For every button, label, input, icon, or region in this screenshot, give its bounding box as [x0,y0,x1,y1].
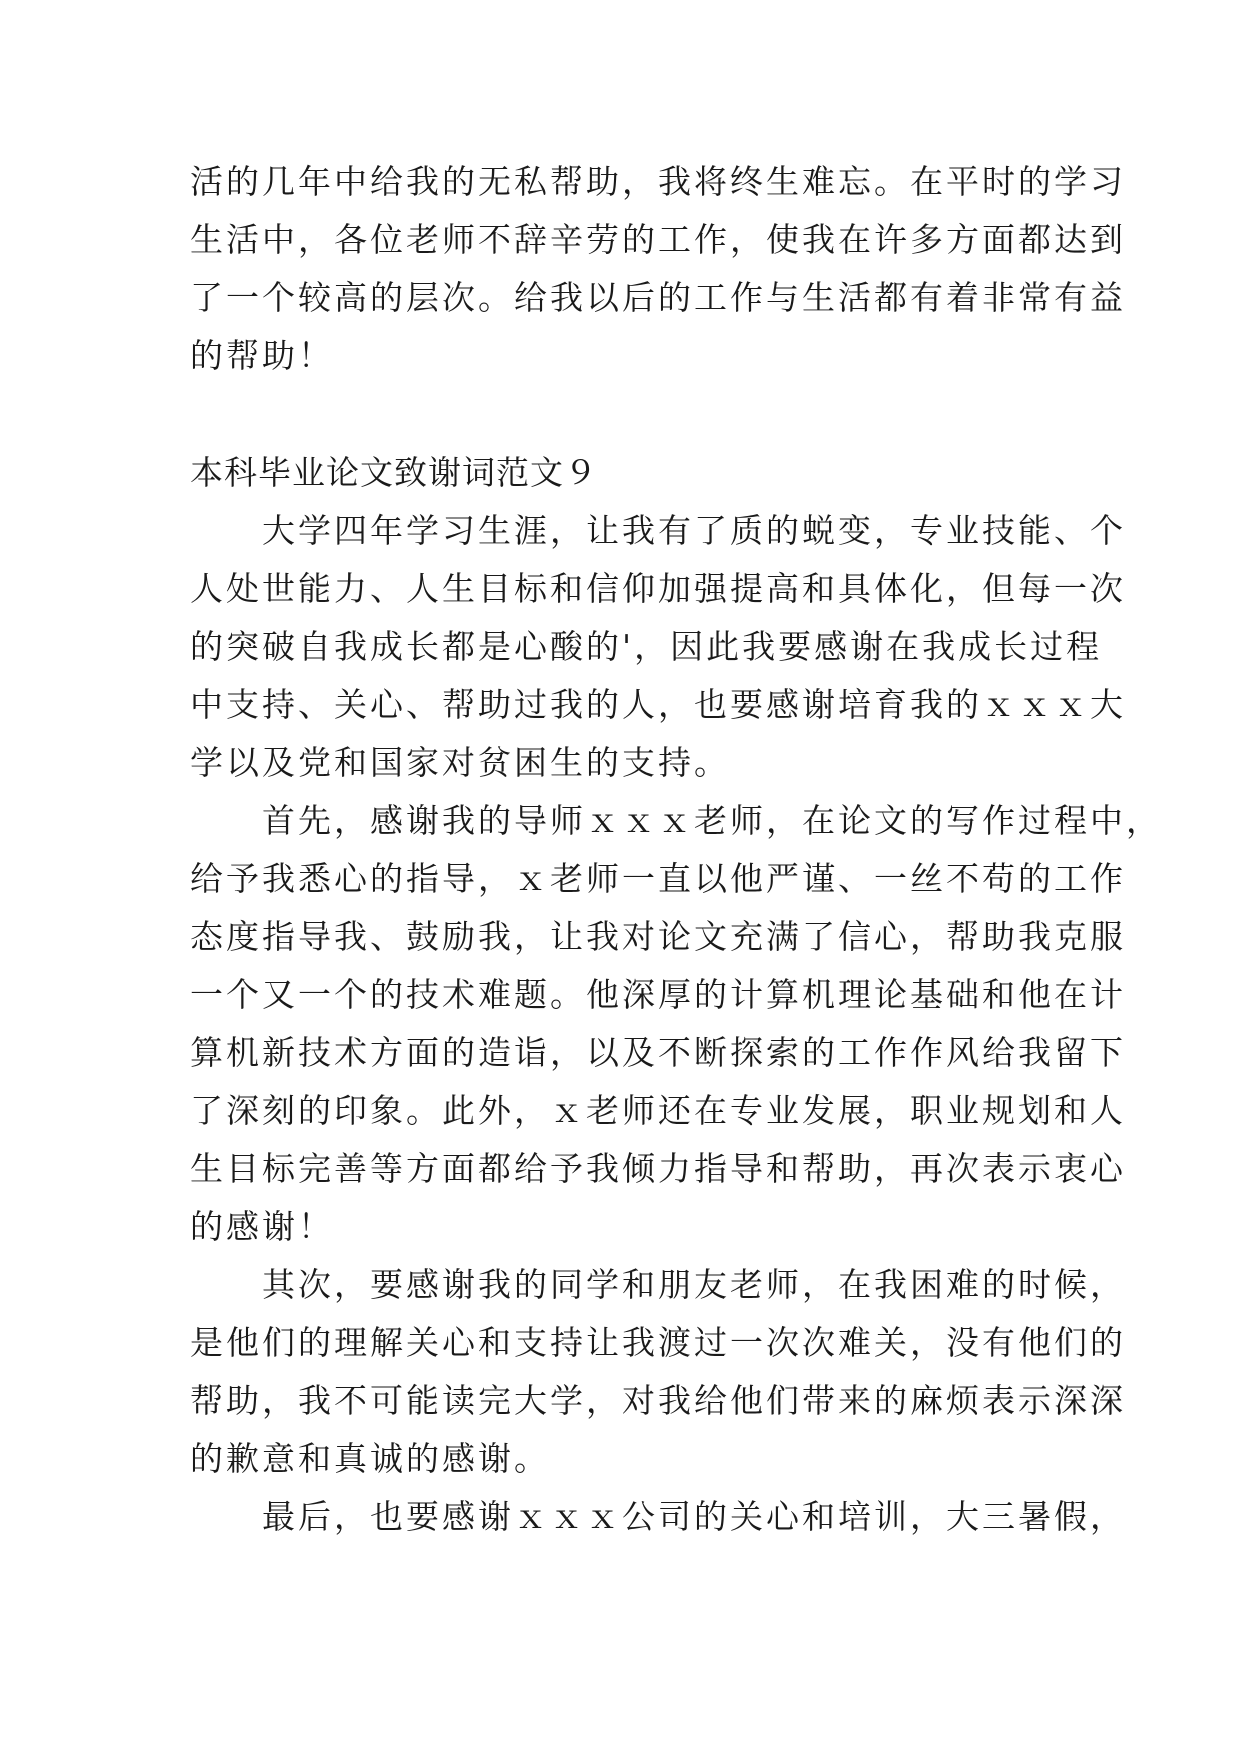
text-line: 的歉意和真诚的感谢。 [190,1439,550,1478]
text-line: 活的几年中给我的无私帮助，我将终生难忘。在平时的学习 [190,162,1126,201]
text-line: 的感谢！ [190,1207,334,1246]
text-line: 生活中，各位老师不辞辛劳的工作，使我在许多方面都达到 [190,220,1126,259]
text-line: 一个又一个的技术难题。他深厚的计算机理论基础和他在计 [190,975,1126,1014]
text-line: 最后，也要感谢ｘｘｘ公司的关心和培训，大三暑假， [190,1497,1126,1536]
text-line: 的帮助！ [190,336,334,375]
text-line: 是他们的理解关心和支持让我渡过一次次难关，没有他们的 [190,1323,1126,1362]
text-line: 中支持、关心、帮助过我的人，也要感谢培育我的ｘｘｘ大 [190,685,1126,724]
text-line: 首先，感谢我的导师ｘｘｘ老师，在论文的写作过程中， [190,801,1162,840]
text-line: 人处世能力、人生目标和信仰加强提高和具体化，但每一次 [190,569,1126,608]
text-line: 了一个较高的层次。给我以后的工作与生活都有着非常有益 [190,278,1126,317]
text-line: 大学四年学习生涯，让我有了质的蜕变，专业技能、个 [190,511,1126,550]
text-line: 其次，要感谢我的同学和朋友老师，在我困难的时候， [190,1265,1126,1304]
text-line: 生目标完善等方面都给予我倾力指导和帮助，再次表示衷心 [190,1149,1126,1188]
text-line: 学以及党和国家对贫困生的支持。 [190,743,730,782]
text-line: 帮助，我不可能读完大学，对我给他们带来的麻烦表示深深 [190,1381,1126,1420]
text-line: 了深刻的印象。此外，ｘ老师还在专业发展，职业规划和人 [190,1091,1126,1130]
text-line: 的突破自我成长都是心酸的'，因此我要感谢在我成长过程 [190,627,1103,666]
heading-text: 本科毕业论文致谢词范文９ [190,453,598,492]
text-line: 给予我悉心的指导，ｘ老师一直以他严谨、一丝不苟的工作 [190,859,1126,898]
text-line: 算机新技术方面的造诣，以及不断探索的工作作风给我留下 [190,1033,1126,1072]
text-line: 态度指导我、鼓励我，让我对论文充满了信心，帮助我克服 [190,917,1126,956]
